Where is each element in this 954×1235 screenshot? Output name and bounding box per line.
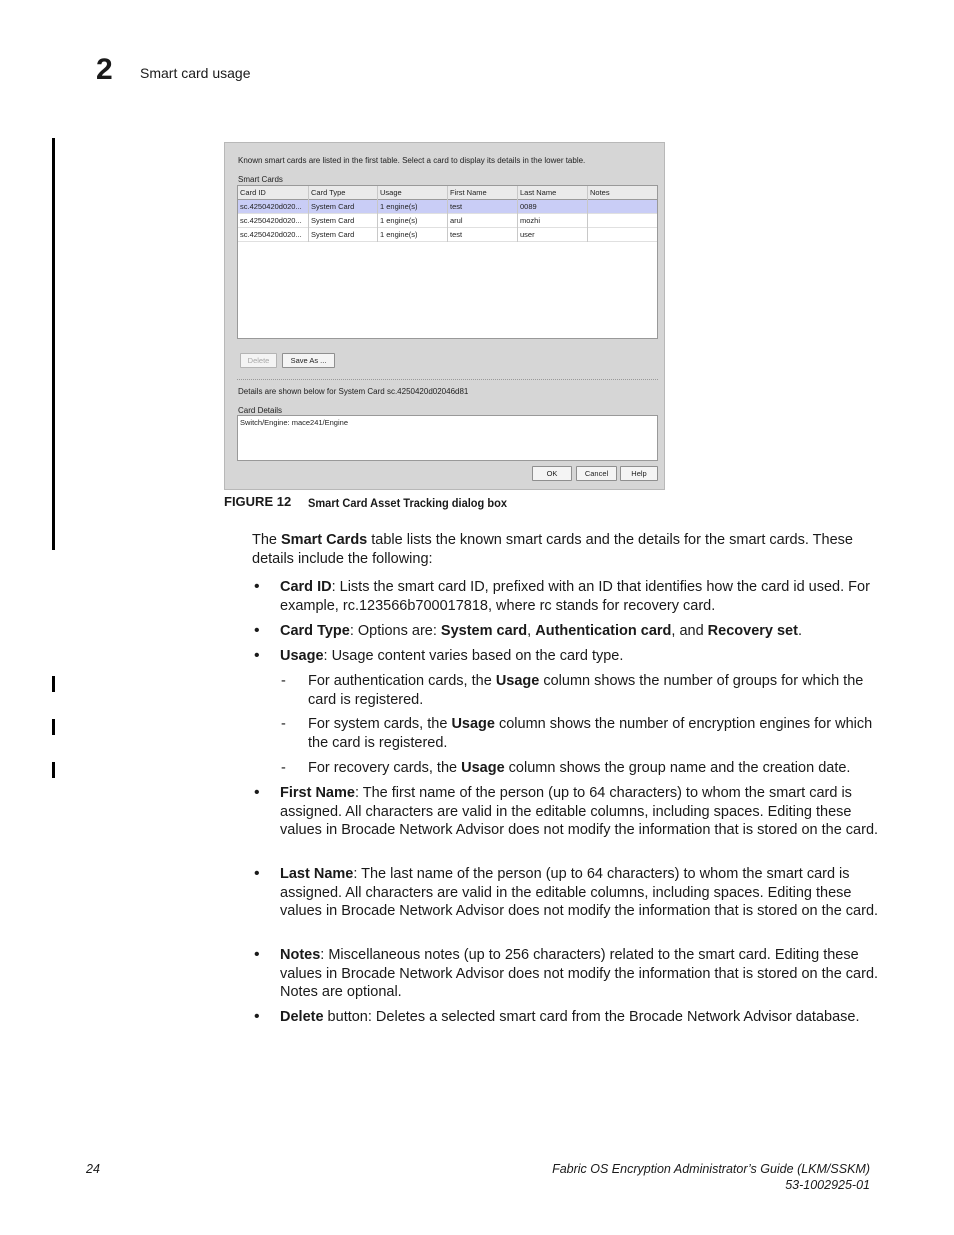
term-last-name: Last Name: [280, 866, 354, 882]
cell-card-type: System Card: [309, 228, 378, 242]
cell-notes[interactable]: [588, 228, 657, 242]
table-row[interactable]: [238, 228, 657, 242]
bullet-symbol: •: [254, 784, 260, 801]
table-header-row: [238, 186, 657, 200]
cell-card-type: System Card: [309, 200, 378, 214]
text-card-type: : Options are:: [349, 623, 441, 639]
page-number: 24: [86, 1162, 100, 1176]
help-button[interactable]: Help: [620, 466, 658, 481]
column-header-last-name[interactable]: Last Name: [518, 186, 588, 200]
text-delete: button: Deletes a selected smart card from the Brocade Network Advisor database.: [323, 1009, 860, 1025]
figure-caption: Smart Card Asset Tracking dialog box: [308, 496, 507, 510]
intro-term: Smart Cards: [281, 532, 368, 548]
sub-item-system: [308, 715, 878, 752]
save-as-button[interactable]: Save As ...: [282, 353, 335, 368]
intro-pre: The: [252, 532, 282, 548]
cell-card-type: System Card: [309, 214, 378, 228]
intro-paragraph: [252, 531, 867, 568]
option-system-card: System card: [440, 623, 528, 639]
sub-item-term: Usage: [495, 673, 540, 689]
text-first-name: : The first name of the person (up to 64 characters) to whom the smart card is assigned. All characters are valid in the editable columns, including spaces. Editing these values in Brocade Network Advisor does not modify the information that is stored on the card.: [280, 785, 879, 838]
ok-button[interactable]: OK: [532, 466, 572, 481]
dialog-instruction: Known smart cards are listed in the first table. Select a card to display its details in the lower table.: [238, 156, 586, 165]
cell-last-name[interactable]: mozhi: [518, 214, 588, 228]
option-authentication-card: Authentication card: [535, 623, 672, 639]
smart-card-asset-tracking-dialog: [224, 142, 665, 490]
doc-number: 53-1002925-01: [785, 1177, 870, 1192]
list-item-usage: [280, 647, 880, 666]
bullet-symbol: •: [254, 578, 260, 595]
term-usage: Usage: [280, 648, 324, 664]
list-item-first-name: [280, 784, 880, 840]
bullet-symbol: •: [254, 622, 260, 639]
text-card-id: : Lists the smart card ID, prefixed with an ID that identifies how the card id used. For example, rc.123566b700017818, where rc stands for recovery card.: [280, 579, 870, 614]
cancel-button[interactable]: Cancel: [576, 466, 617, 481]
bullet-symbol: •: [254, 865, 260, 882]
list-item-last-name: [280, 865, 880, 921]
chapter-number: 2: [96, 53, 113, 86]
change-bar: [52, 138, 55, 550]
cell-first-name[interactable]: test: [448, 228, 518, 242]
bullet-symbol: •: [254, 647, 260, 664]
column-header-first-name[interactable]: First Name: [448, 186, 518, 200]
delete-button[interactable]: Delete: [240, 353, 277, 368]
dash-symbol: -: [281, 716, 286, 732]
chapter-title: Smart card usage: [140, 65, 251, 81]
doc-title: Fabric OS Encryption Administrator’s Guide (LKM/SSKM): [552, 1162, 870, 1176]
text-last-name: : The last name of the person (up to 64 characters) to whom the smart card is assigned. All characters are valid in the editable columns, including spaces. Editing these values in Brocade Network Advisor does not modify the information that is stored on the card.: [280, 866, 879, 919]
dialog-separator: [237, 379, 658, 380]
card-details-label: Card Details: [238, 406, 283, 415]
dash-symbol: -: [281, 760, 286, 776]
cell-card-id: sc.4250420d020...: [238, 214, 309, 228]
list-item-notes: [280, 946, 880, 1002]
change-bar: [52, 719, 55, 735]
column-header-usage[interactable]: Usage: [378, 186, 448, 200]
text-usage: : Usage content varies based on the card type.: [323, 648, 624, 664]
option-recovery-set: Recovery set: [707, 623, 798, 639]
term-card-type: Card Type: [280, 623, 350, 639]
text-card-type: .: [797, 623, 802, 639]
cell-first-name[interactable]: arul: [448, 214, 518, 228]
sub-item-term: Usage: [461, 760, 505, 776]
cell-last-name[interactable]: 0089: [518, 200, 588, 214]
list-item-delete: [280, 1008, 890, 1027]
change-bar: [52, 676, 55, 692]
column-header-card-type[interactable]: Card Type: [309, 186, 378, 200]
card-details-area[interactable]: [237, 415, 658, 461]
sub-item-text: For recovery cards, the: [308, 760, 462, 776]
text-card-type: ,: [527, 623, 536, 639]
intro-post: table lists the known smart cards and the details for the smart cards. These details include the following:: [252, 532, 853, 567]
figure-label: FIGURE 12: [224, 494, 292, 509]
list-item-card-id: [280, 578, 870, 615]
dash-symbol: -: [281, 673, 286, 689]
cell-notes[interactable]: [588, 200, 657, 214]
term-notes: Notes: [280, 947, 321, 963]
smart-cards-label: Smart Cards: [238, 175, 283, 184]
column-header-notes[interactable]: Notes: [590, 188, 610, 197]
term-card-id: Card ID: [280, 579, 332, 595]
sub-item-term: Usage: [451, 716, 495, 732]
card-details-value: Switch/Engine: mace241/Engine: [240, 418, 348, 427]
cell-notes[interactable]: [588, 214, 657, 228]
cell-last-name[interactable]: user: [518, 228, 588, 242]
column-header-card-id[interactable]: Card ID: [238, 186, 309, 200]
sub-item-authentication: [308, 672, 878, 709]
sub-item-text: column shows the number of encryption engines for which the card is registered.: [308, 716, 873, 751]
cell-card-id: sc.4250420d020...: [238, 228, 309, 242]
term-delete: Delete: [280, 1009, 324, 1025]
cell-usage: 1 engine(s): [378, 200, 448, 214]
text-card-type: , and: [671, 623, 708, 639]
sub-item-text: For authentication cards, the: [308, 673, 496, 689]
cell-usage: 1 engine(s): [378, 228, 448, 242]
smart-cards-table[interactable]: [237, 185, 658, 339]
sub-item-text: column shows the number of groups for which the card is registered.: [308, 673, 864, 708]
footer-doc-info: [552, 1162, 870, 1193]
sub-item-text: column shows the group name and the creation date.: [504, 760, 851, 776]
change-bar: [52, 762, 55, 778]
cell-card-id: sc.4250420d020...: [238, 200, 309, 214]
table-row[interactable]: [238, 214, 657, 228]
cell-usage: 1 engine(s): [378, 214, 448, 228]
text-notes: : Miscellaneous notes (up to 256 characters) related to the smart card. Editing these values in Brocade Network Advisor does not modify the information that is stored on the card. Notes are optional.: [280, 947, 879, 1000]
term-first-name: First Name: [280, 785, 355, 801]
details-caption: Details are shown below for System Card sc.4250420d02046d81: [238, 387, 469, 396]
cell-first-name[interactable]: test: [448, 200, 518, 214]
bullet-symbol: •: [254, 946, 260, 963]
bullet-symbol: •: [254, 1008, 260, 1025]
list-item-card-type: [280, 622, 880, 641]
table-row[interactable]: [238, 200, 657, 214]
sub-item-text: For system cards, the: [308, 716, 452, 732]
sub-item-recovery: [308, 759, 878, 778]
